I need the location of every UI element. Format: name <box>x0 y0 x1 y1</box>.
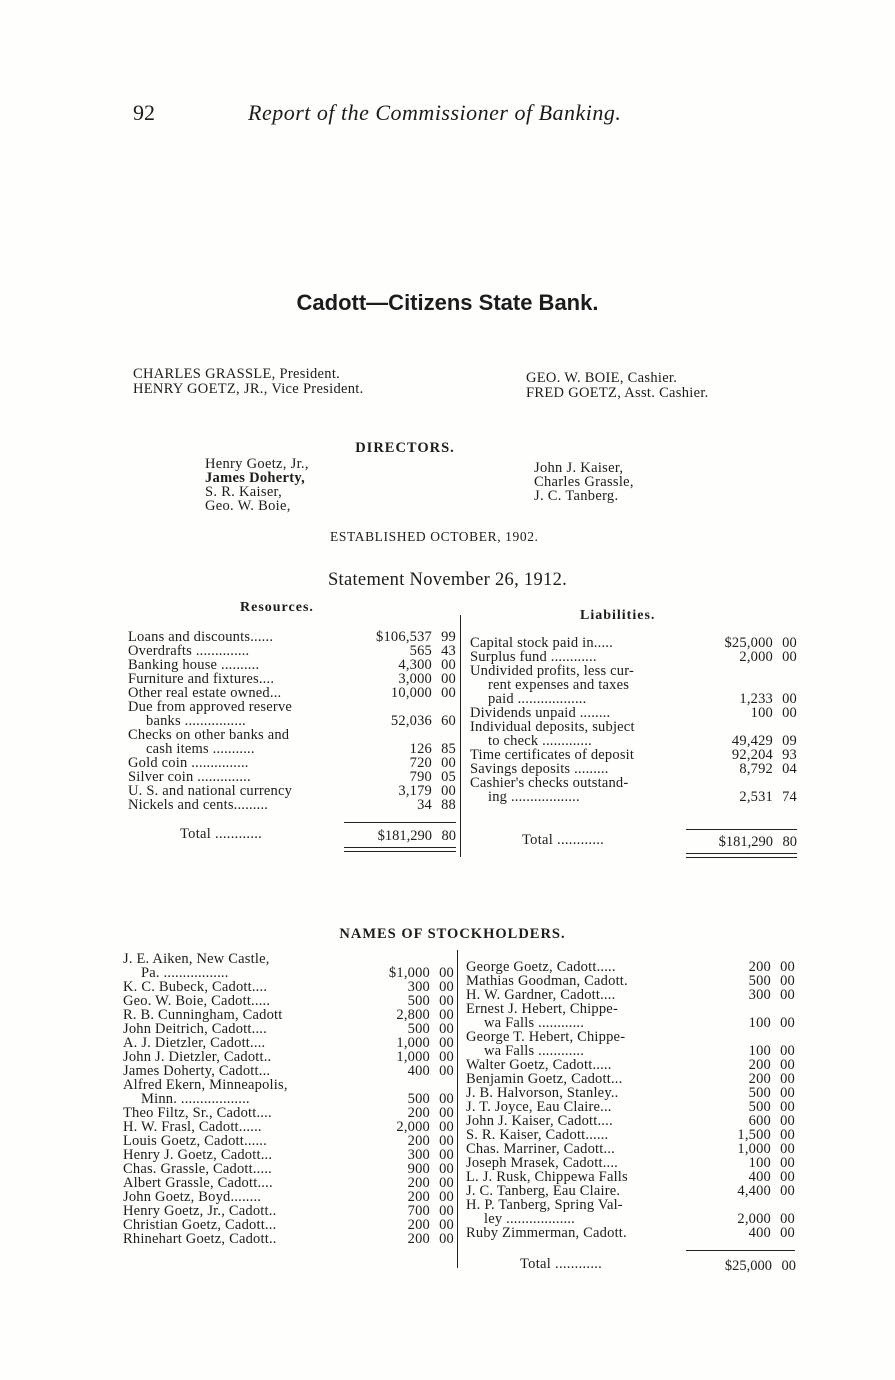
stockholder-row-cents: 00 <box>439 1189 454 1205</box>
liability-row <box>470 790 797 804</box>
stockholder-row-label: K. C. Bubeck, Cadott.... <box>123 979 268 995</box>
director-right-3: J. C. Tanberg. <box>534 488 619 504</box>
resource-row-cents: 00 <box>441 657 456 673</box>
stockholder-row-dollars: 1,500 <box>737 1127 771 1143</box>
stockholder-row-dollars: 200 <box>407 1189 430 1205</box>
liability-row-label: Individual deposits, subject <box>470 719 635 735</box>
resource-row <box>128 644 456 658</box>
stockholder-row-dollars: 1,000 <box>737 1141 771 1157</box>
stockholder-row-label: Geo. W. Boie, Cadott..... <box>123 993 271 1009</box>
stockholder-row-dollars: 400 <box>748 1169 771 1185</box>
resource-row <box>128 658 456 672</box>
stockholder-row-label: Christian Goetz, Cadott... <box>123 1217 277 1233</box>
stockholder-row-cents: 00 <box>439 965 454 981</box>
stockholder-row-cents: 00 <box>780 1099 795 1115</box>
stockholder-row <box>466 988 795 1002</box>
resource-row-dollars: 3,179 <box>398 783 432 799</box>
resource-row <box>128 784 456 798</box>
stockholder-row <box>123 1204 454 1218</box>
stockholder-row-label: Albert Grassle, Cadott.... <box>123 1175 273 1191</box>
stockholder-row-label: S. R. Kaiser, Cadott...... <box>466 1127 609 1143</box>
resource-row <box>128 686 456 700</box>
stockholder-row <box>123 1008 454 1022</box>
stockholder-row-cents: 00 <box>439 1063 454 1079</box>
liability-row-label: to check ............. <box>488 733 592 749</box>
stockholder-row-dollars: 4,400 <box>737 1183 771 1199</box>
liability-row <box>470 664 797 678</box>
stockholder-row-cents: 00 <box>780 1015 795 1031</box>
stockholder-row-cents: 00 <box>439 1217 454 1233</box>
stockholder-row-cents: 00 <box>780 1057 795 1073</box>
stockholder-row-label: Walter Goetz, Cadott..... <box>466 1057 612 1073</box>
stockholder-row <box>123 1120 454 1134</box>
stockholder-row <box>466 1002 795 1016</box>
resource-row-cents: 85 <box>441 741 456 757</box>
stockholder-row-dollars: 500 <box>748 1099 771 1115</box>
stockholder-row-cents: 00 <box>439 993 454 1009</box>
stockholder-row-cents: 00 <box>780 973 795 989</box>
stockholder-row-label: John Goetz, Boyd........ <box>123 1189 262 1205</box>
liability-row <box>470 734 797 748</box>
resource-row <box>128 728 456 742</box>
stockholder-row-dollars: 2,800 <box>396 1007 430 1023</box>
stockholder-row-label: J. E. Aiken, New Castle, <box>123 951 270 967</box>
liability-row <box>470 650 797 664</box>
liability-row <box>470 748 797 762</box>
stockholder-row-label: Alfred Ekern, Minneapolis, <box>123 1077 288 1093</box>
stockholder-row-label: Mathias Goodman, Cadott. <box>466 973 628 989</box>
stockholders-total-dollars: $25,000 <box>724 1258 772 1274</box>
resource-row <box>128 756 456 770</box>
stockholder-row-dollars: 100 <box>748 1015 771 1031</box>
stockholder-row-label: John J. Dietzler, Cadott.. <box>123 1049 272 1065</box>
stockholder-row-dollars: 500 <box>748 1085 771 1101</box>
officer-right-1: GEO. W. BOIE, Cashier. <box>526 370 678 386</box>
liability-row-cents: 74 <box>782 789 797 805</box>
stockholder-row-label: H. W. Frasl, Cadott...... <box>123 1119 262 1135</box>
resource-row-label: Checks on other banks and <box>128 727 290 743</box>
stockholder-row-cents: 00 <box>439 1035 454 1051</box>
liability-row-dollars: 8,792 <box>739 761 773 777</box>
resource-row-label: Due from approved reserve <box>128 699 293 715</box>
stockholder-row-label: George Goetz, Cadott..... <box>466 959 616 975</box>
stockholder-row-label: wa Falls ............ <box>484 1043 585 1059</box>
stockholder-row-dollars: 300 <box>748 987 771 1003</box>
stockholder-row <box>466 974 795 988</box>
resources-total-rule <box>344 822 456 823</box>
stockholder-row <box>123 1078 454 1092</box>
stockholder-row-label: ley .................. <box>484 1211 575 1227</box>
resource-row-label: Furniture and fixtures.... <box>128 671 275 687</box>
resource-row-dollars: 10,000 <box>390 685 432 701</box>
stockholder-row-dollars: 700 <box>407 1203 430 1219</box>
stockholder-row-cents: 00 <box>439 1133 454 1149</box>
established-line: ESTABLISHED OCTOBER, 1902. <box>330 529 539 544</box>
stockholders-divider <box>457 950 458 1268</box>
stockholder-row <box>466 1156 795 1170</box>
stockholder-row-cents: 00 <box>439 1119 454 1135</box>
stockholder-row-dollars: 100 <box>748 1155 771 1171</box>
stockholder-row-cents: 00 <box>439 1007 454 1023</box>
liability-row-cents: 00 <box>782 705 797 721</box>
liabilities-double-rule-1 <box>686 853 797 854</box>
resource-row-cents: 00 <box>441 783 456 799</box>
stockholder-row-dollars: 1,000 <box>396 1035 430 1051</box>
resource-row-label: Loans and discounts...... <box>128 629 274 645</box>
stockholder-row <box>466 1016 795 1030</box>
stockholder-row-cents: 00 <box>780 1113 795 1129</box>
stockholder-row <box>123 1176 454 1190</box>
liability-row-dollars: $25,000 <box>724 635 773 651</box>
liability-row-label: ing .................. <box>488 789 580 805</box>
liability-row-dollars: 2,000 <box>739 649 773 665</box>
statement-title: Statement November 26, 1912. <box>327 570 568 590</box>
liabilities-total-dollars: $181,290 <box>718 834 773 850</box>
resource-row-dollars: 790 <box>409 769 432 785</box>
stockholder-row-label: Henry J. Goetz, Cadott... <box>123 1147 273 1163</box>
resource-row-dollars: 52,036 <box>390 713 432 729</box>
stockholder-row-cents: 00 <box>439 1231 454 1247</box>
stockholders-left-table <box>123 952 454 1246</box>
stockholder-row-dollars: 500 <box>407 1021 430 1037</box>
resource-row-label: cash items ........... <box>146 741 255 757</box>
stockholder-row-cents: 00 <box>439 1147 454 1163</box>
stockholders-total-rule <box>686 1250 795 1251</box>
resource-row-dollars: 720 <box>409 755 432 771</box>
liability-row-dollars: 100 <box>750 705 773 721</box>
stockholder-row <box>123 1218 454 1232</box>
stockholder-row <box>123 1148 454 1162</box>
resources-double-rule-1 <box>344 847 456 848</box>
liabilities-total-label: Total ............ <box>522 832 605 848</box>
liabilities-total-cents: 80 <box>782 834 797 850</box>
resource-row-label: banks ................ <box>146 713 246 729</box>
stockholder-row <box>466 1072 795 1086</box>
resources-heading: Resources. <box>240 600 314 615</box>
stockholder-row <box>123 1050 454 1064</box>
resources-double-rule-2 <box>344 851 456 852</box>
resource-row <box>128 672 456 686</box>
stockholder-row <box>466 1198 795 1212</box>
resource-row-label: Banking house .......... <box>128 657 260 673</box>
stockholder-row-dollars: $1,000 <box>388 965 430 981</box>
stockholder-row-cents: 00 <box>780 1043 795 1059</box>
liability-row-label: paid .................. <box>488 691 587 707</box>
stockholder-row <box>466 1114 795 1128</box>
stockholder-row-dollars: 200 <box>407 1105 430 1121</box>
stockholder-row <box>123 1190 454 1204</box>
resource-row <box>128 742 456 756</box>
running-title: Report of the Commissioner of Banking. <box>248 100 622 125</box>
stockholder-row <box>466 1128 795 1142</box>
stockholder-row <box>466 1086 795 1100</box>
director-left-2: James Doherty, <box>205 470 306 486</box>
stockholder-row-label: Henry Goetz, Jr., Cadott.. <box>123 1203 277 1219</box>
stockholder-row-cents: 00 <box>439 1203 454 1219</box>
resource-row-label: Silver coin .............. <box>128 769 251 785</box>
resource-row-cents: 00 <box>441 755 456 771</box>
resources-total-dollars: $181,290 <box>377 828 432 844</box>
stockholder-row-label: Chas. Marriner, Cadott... <box>466 1141 615 1157</box>
resource-row-dollars: 3,000 <box>398 671 432 687</box>
stockholder-row-dollars: 200 <box>407 1231 430 1247</box>
stockholder-row-label: Louis Goetz, Cadott...... <box>123 1133 267 1149</box>
stockholder-row <box>123 980 454 994</box>
stockholders-total-label: Total ............ <box>520 1256 603 1272</box>
stockholder-row-dollars: 900 <box>407 1161 430 1177</box>
liability-row <box>470 776 797 790</box>
resource-row-dollars: 34 <box>417 797 432 813</box>
stockholder-row-cents: 00 <box>780 1183 795 1199</box>
stockholder-row-label: H. P. Tanberg, Spring Val- <box>466 1197 623 1213</box>
liabilities-total-rule <box>686 829 797 830</box>
resource-row-cents: 43 <box>441 643 456 659</box>
liability-row-cents: 09 <box>782 733 797 749</box>
resources-table <box>128 630 456 812</box>
liability-row <box>470 636 797 650</box>
liabilities-heading: Liabilities. <box>580 608 656 623</box>
stockholders-heading: NAMES OF STOCKHOLDERS. <box>339 926 566 942</box>
resource-row-dollars: 126 <box>409 741 432 757</box>
stockholder-row <box>123 966 454 980</box>
statement-divider <box>460 615 461 857</box>
stockholder-row <box>123 1092 454 1106</box>
stockholder-row <box>123 1232 454 1246</box>
resource-row-dollars: 4,300 <box>398 657 432 673</box>
stockholder-row-dollars: 200 <box>407 1217 430 1233</box>
liability-row-label: Savings deposits ......... <box>470 761 609 777</box>
liability-row-cents: 00 <box>782 649 797 665</box>
liability-row-label: Dividends unpaid ........ <box>470 705 611 721</box>
stockholder-row <box>123 994 454 1008</box>
resources-total-label: Total ............ <box>180 826 263 842</box>
stockholder-row-cents: 00 <box>780 1127 795 1143</box>
stockholder-row-dollars: 500 <box>407 993 430 1009</box>
stockholder-row-label: J. B. Halvorson, Stanley.. <box>466 1085 619 1101</box>
stockholder-row-label: wa Falls ............ <box>484 1015 585 1031</box>
stockholders-right-table <box>466 960 795 1240</box>
stockholder-row <box>466 1044 795 1058</box>
stockholder-row-cents: 00 <box>439 979 454 995</box>
liability-row <box>470 692 797 706</box>
resource-row-cents: 99 <box>441 629 456 645</box>
stockholder-row-dollars: 300 <box>407 1147 430 1163</box>
stockholder-row-label: J. C. Tanberg, Eau Claire. <box>466 1183 621 1199</box>
liability-row-cents: 93 <box>782 747 797 763</box>
stockholder-row-label: Joseph Mrasek, Cadott.... <box>466 1155 618 1171</box>
stockholder-row-dollars: 2,000 <box>396 1119 430 1135</box>
resource-row-dollars: $106,537 <box>376 629 432 645</box>
liability-row <box>470 762 797 776</box>
stockholder-row-label: Rhinehart Goetz, Cadott.. <box>123 1231 277 1247</box>
liabilities-double-rule-2 <box>686 857 797 858</box>
stockholder-row-label: George T. Hebert, Chippe- <box>466 1029 626 1045</box>
bank-title: Cadott—Citizens State Bank. <box>296 290 599 315</box>
officer-right-2: FRED GOETZ, Asst. Cashier. <box>526 385 709 401</box>
officer-left-2: HENRY GOETZ, JR., Vice President. <box>133 381 364 397</box>
stockholder-row-cents: 00 <box>780 1211 795 1227</box>
resource-row-label: Nickels and cents......... <box>128 797 269 813</box>
stockholder-row-dollars: 200 <box>407 1175 430 1191</box>
stockholder-row-cents: 00 <box>780 1085 795 1101</box>
stockholder-row-dollars: 1,000 <box>396 1049 430 1065</box>
stockholder-row-cents: 00 <box>439 1161 454 1177</box>
resource-row-cents: 05 <box>441 769 456 785</box>
resource-row <box>128 770 456 784</box>
stockholder-row-label: L. J. Rusk, Chippewa Falls <box>466 1169 628 1185</box>
stockholder-row-dollars: 200 <box>748 1071 771 1087</box>
stockholder-row <box>466 1212 795 1226</box>
stockholder-row <box>123 1106 454 1120</box>
stockholder-row <box>466 1100 795 1114</box>
resource-row <box>128 700 456 714</box>
liability-row-label: Time certificates of deposit <box>470 747 635 763</box>
liability-row-cents: 00 <box>782 635 797 651</box>
stockholder-row-dollars: 400 <box>748 1225 771 1241</box>
liability-row-cents: 04 <box>782 761 797 777</box>
stockholder-row-label: James Doherty, Cadott... <box>123 1063 271 1079</box>
stockholder-row-label: R. B. Cunningham, Cadott <box>123 1007 283 1023</box>
director-left-1: Henry Goetz, Jr., <box>205 456 309 472</box>
stockholder-row-label: Pa. ................. <box>141 965 229 981</box>
stockholder-row-label: Theo Filtz, Sr., Cadott.... <box>123 1105 272 1121</box>
stockholder-row <box>466 1170 795 1184</box>
stockholder-row-label: J. T. Joyce, Eau Claire... <box>466 1099 612 1115</box>
resource-row-label: U. S. and national currency <box>128 783 293 799</box>
page-number: 92 <box>133 100 155 125</box>
director-left-4: Geo. W. Boie, <box>205 498 291 514</box>
liability-row-dollars: 92,204 <box>731 747 773 763</box>
stockholder-row-cents: 00 <box>780 959 795 975</box>
stockholder-row <box>123 1064 454 1078</box>
stockholder-row-label: Minn. .................. <box>141 1091 250 1107</box>
liability-row-label: Capital stock paid in..... <box>470 635 613 651</box>
stockholder-row-label: H. W. Gardner, Cadott.... <box>466 987 616 1003</box>
resource-row-cents: 00 <box>441 671 456 687</box>
resource-row <box>128 714 456 728</box>
stockholder-row-dollars: 200 <box>407 1133 430 1149</box>
director-right-2: Charles Grassle, <box>534 474 634 490</box>
directors-heading: DIRECTORS. <box>355 440 455 456</box>
stockholder-row <box>466 1184 795 1198</box>
stockholder-row-dollars: 500 <box>407 1091 430 1107</box>
resource-row <box>128 798 456 812</box>
liability-row-label: rent expenses and taxes <box>488 677 630 693</box>
stockholder-row <box>466 960 795 974</box>
stockholders-total-cents: 00 <box>781 1258 796 1274</box>
resource-row-dollars: 565 <box>409 643 432 659</box>
stockholder-row <box>466 1058 795 1072</box>
officer-left-1: CHARLES GRASSLE, President. <box>133 366 341 382</box>
stockholder-row-dollars: 100 <box>748 1043 771 1059</box>
stockholder-row-cents: 00 <box>439 1091 454 1107</box>
stockholder-row <box>123 1022 454 1036</box>
resources-total-cents: 80 <box>441 828 456 844</box>
stockholder-row-cents: 00 <box>439 1175 454 1191</box>
stockholder-row <box>123 952 454 966</box>
stockholder-row-label: John Deitrich, Cadott.... <box>123 1021 267 1037</box>
liability-row <box>470 720 797 734</box>
stockholder-row-label: John J. Kaiser, Cadott.... <box>466 1113 613 1129</box>
resource-row-label: Other real estate owned... <box>128 685 282 701</box>
liability-row-label: Cashier's checks outstand- <box>470 775 629 791</box>
stockholder-row-label: Chas. Grassle, Cadott..... <box>123 1161 272 1177</box>
stockholder-row-label: A. J. Dietzler, Cadott.... <box>123 1035 266 1051</box>
stockholder-row-dollars: 200 <box>748 1057 771 1073</box>
stockholder-row-label: Benjamin Goetz, Cadott... <box>466 1071 623 1087</box>
stockholder-row <box>123 1134 454 1148</box>
resource-row-cents: 60 <box>441 713 456 729</box>
stockholder-row-dollars: 300 <box>407 979 430 995</box>
director-left-3: S. R. Kaiser, <box>205 484 283 500</box>
resource-row-cents: 00 <box>441 685 456 701</box>
stockholder-row-dollars: 200 <box>748 959 771 975</box>
liability-row-label: Surplus fund ............ <box>470 649 597 665</box>
stockholder-row-cents: 00 <box>780 987 795 1003</box>
resource-row-cents: 88 <box>441 797 456 813</box>
stockholder-row-cents: 00 <box>439 1105 454 1121</box>
stockholder-row <box>466 1030 795 1044</box>
stockholder-row-cents: 00 <box>439 1049 454 1065</box>
liability-row-dollars: 49,429 <box>731 733 773 749</box>
stockholder-row-dollars: 500 <box>748 973 771 989</box>
stockholder-row-dollars: 400 <box>407 1063 430 1079</box>
resource-row <box>128 630 456 644</box>
stockholder-row-cents: 00 <box>780 1141 795 1157</box>
liability-row <box>470 706 797 720</box>
stockholder-row <box>123 1162 454 1176</box>
liability-row-cents: 00 <box>782 691 797 707</box>
stockholder-row-cents: 00 <box>780 1225 795 1241</box>
liabilities-table <box>470 636 797 804</box>
stockholder-row-cents: 00 <box>780 1071 795 1087</box>
resource-row-label: Overdrafts .............. <box>128 643 250 659</box>
liability-row <box>470 678 797 692</box>
liability-row-dollars: 2,531 <box>739 789 773 805</box>
liability-row-dollars: 1,233 <box>739 691 773 707</box>
stockholder-row-dollars: 600 <box>748 1113 771 1129</box>
stockholder-row-cents: 00 <box>780 1169 795 1185</box>
stockholder-row <box>123 1036 454 1050</box>
director-right-1: John J. Kaiser, <box>534 460 624 476</box>
stockholder-row-cents: 00 <box>780 1155 795 1171</box>
stockholder-row <box>466 1142 795 1156</box>
stockholder-row-label: Ernest J. Hebert, Chippe- <box>466 1001 618 1017</box>
stockholder-row-dollars: 2,000 <box>737 1211 771 1227</box>
stockholder-row-cents: 00 <box>439 1021 454 1037</box>
stockholder-row-label: Ruby Zimmerman, Cadott. <box>466 1225 627 1241</box>
resource-row-label: Gold coin ............... <box>128 755 249 771</box>
stockholder-row <box>466 1226 795 1240</box>
liability-row-label: Undivided profits, less cur- <box>470 663 634 679</box>
